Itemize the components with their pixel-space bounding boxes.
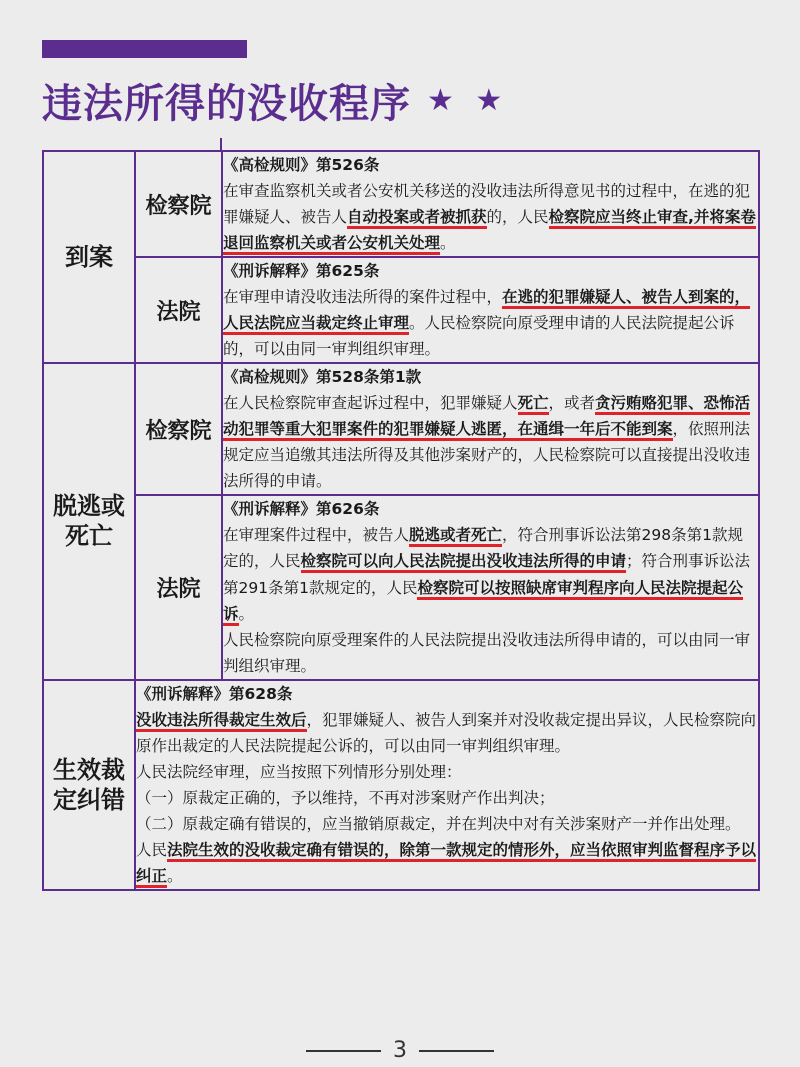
law-citation: 《刑诉解释》第628条 [136, 684, 293, 703]
paragraph: 没收违法所得裁定生效后，犯罪嫌疑人、被告人到案并对没收裁定提出异议，人民检察院向原作出裁定的人民法院提起公诉的，可以由同一审判组织审理。 [136, 710, 757, 755]
highlight: 检察院应当终止审查,并将案卷退回监察机关或者公安机关处理 [223, 208, 756, 255]
paragraph: 人民法院经审理，应当按照下列情形分别处理： [136, 762, 462, 781]
paragraph: 在审理申请没收违法所得的案件过程中，在逃的犯罪嫌疑人、被告人到案的，人民法院应当裁定终止审理。人民检察院向原受理申请的人民法院提起公诉的，可以由同一审判组织审理。 [223, 288, 751, 359]
page-title: 违法所得的没收程序 [42, 79, 411, 127]
highlight: 贪污贿赂犯罪、恐怖活动犯罪等重大犯罪案件的犯罪嫌疑人逃匿，在通缉一年后不能到案 [223, 394, 750, 441]
paragraph: 在审查监察机关或者公安机关移送的没收违法所得意见书的过程中，在逃的犯罪嫌疑人、被告人自动投案或者被抓获的，人民检察院应当终止审查,并将案卷退回监察机关或者公安机关处理。 [223, 178, 758, 256]
org-label: 法院 [135, 495, 222, 679]
highlight: 法院生效的没收裁定确有错误的，除第一款规定的情形外，应当依照审判监督程序予以纠正 [136, 841, 756, 888]
law-citation: 《高检规则》第526条 [223, 156, 380, 174]
paragraph: （二）原裁定确有错误的，应当撤销原裁定，并在判决中对有关涉案财产一并作出处理。 [136, 814, 741, 833]
header-accent-bar [42, 40, 247, 58]
highlight: 自动投案或者被抓获 [347, 208, 487, 229]
divider [306, 1050, 381, 1052]
table-row [43, 257, 759, 363]
highlight: 在逃的犯罪嫌疑人、被告人到案的，人民法院应当裁定终止审理 [223, 288, 750, 335]
page-footer [0, 1038, 800, 1063]
content-table [42, 150, 760, 891]
law-citation: 《刑诉解释》第625条 [223, 262, 380, 281]
category-cell: 生效裁定纠错 [43, 680, 135, 890]
paragraph: 在人民检察院审查起诉过程中，犯罪嫌疑人死亡，或者贪污贿赂犯罪、恐怖活动犯罪等重大犯罪案件的犯罪嫌疑人逃匿，在通缉一年后不能到案，依照刑法规定应当追缴其违法所得及其他涉案财产的，人民检察院可以直接提出没收违法所得的申请。 [223, 394, 751, 491]
content-cell [222, 363, 759, 495]
table-row [43, 363, 759, 495]
paragraph: 人民法院生效的没收裁定确有错误的，除第一款规定的情形外，应当依照审判监督程序予以纠正。 [136, 837, 758, 889]
org-label: 检察院 [135, 151, 222, 257]
law-citation: 《刑诉解释》第626条 [223, 500, 380, 519]
category-cell: 到案 [43, 151, 135, 363]
law-citation: 《高检规则》第528条第1款 [223, 368, 422, 387]
page-number: 3 [393, 1038, 407, 1063]
highlight: 没收违法所得裁定生效后 [136, 711, 307, 732]
paragraph: （一）原裁定正确的，予以维持，不再对涉案财产作出判决； [136, 788, 555, 807]
star-icon: ★ ★ [427, 82, 509, 118]
highlight: 死亡 [518, 394, 549, 415]
divider [419, 1050, 494, 1052]
highlight: 脱逃或者死亡 [409, 526, 502, 547]
content-cell [222, 151, 759, 257]
title-row [42, 70, 508, 130]
org-label: 法院 [135, 257, 222, 363]
content-cell [222, 257, 759, 363]
paragraph: 人民检察院向原受理案件的人民法院提出没收违法所得申请的，可以由同一审判组织审理。 [223, 630, 751, 675]
table-row [43, 680, 759, 890]
paragraph: 在审理案件过程中，被告人脱逃或者死亡，符合刑事诉讼法第298条第1款规定的，人民检察院可以向人民法院提出没收违法所得的申请；符合刑事诉讼法第291条第1款规定的，人民检察院可以按照缺席审判程序向人民法院提起公诉。 [223, 522, 758, 626]
content-cell [135, 680, 759, 890]
content-cell [222, 495, 759, 679]
table-row [43, 495, 759, 679]
highlight: 检察院可以按照缺席审判程序向人民法院提起公诉 [223, 579, 743, 626]
highlight: 检察院可以向人民法院提出没收违法所得的申请 [301, 552, 627, 573]
table-row [43, 151, 759, 257]
divider [220, 138, 222, 150]
category-cell: 脱逃或死亡 [43, 363, 135, 679]
org-label: 检察院 [135, 363, 222, 495]
